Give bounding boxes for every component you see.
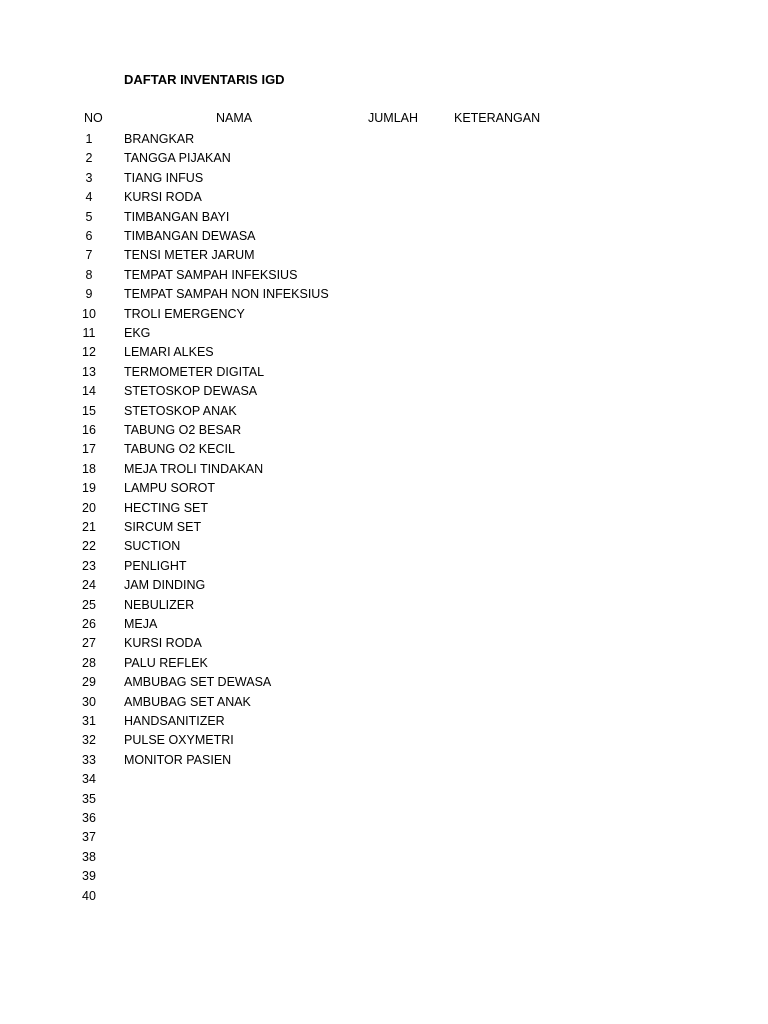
item-name: PALU REFLEK: [124, 655, 208, 670]
table-row: [0, 615, 768, 634]
item-name: LEMARI ALKES: [124, 345, 214, 360]
item-name: MEJA: [124, 617, 158, 631]
row-number: 21: [82, 520, 96, 534]
column-header-keterangan: KETERANGAN: [454, 111, 541, 125]
item-name: SIRCUM SET: [124, 520, 202, 534]
item-name: NEBULIZER: [124, 597, 195, 612]
column-header-no: NO: [84, 111, 103, 125]
table-row: [0, 266, 768, 285]
table-row: [0, 596, 768, 615]
item-name: MONITOR PASIEN: [124, 752, 232, 767]
item-name: TANGGA PIJAKAN: [124, 151, 231, 166]
table-row: [0, 285, 768, 304]
item-name: BRANGKAR: [124, 132, 195, 146]
row-number: 40: [82, 888, 96, 903]
row-number: 10: [82, 306, 96, 321]
row-number: 12: [82, 345, 96, 360]
row-number: 24: [82, 578, 96, 593]
row-number: 8: [85, 267, 93, 282]
table-row: [0, 479, 768, 498]
table-row: [0, 557, 768, 576]
row-number: 13: [82, 364, 96, 379]
row-number: 30: [82, 694, 96, 709]
item-name: PENLIGHT: [124, 558, 187, 573]
table-row: [0, 402, 768, 421]
table-row: [0, 499, 768, 518]
item-name: TIMBANGAN BAYI: [124, 209, 230, 224]
table-row: [0, 343, 768, 362]
row-number: 6: [85, 229, 93, 243]
row-number: 15: [82, 403, 96, 418]
table-row: [0, 693, 768, 712]
row-number: 36: [82, 811, 96, 825]
table-row: [0, 770, 768, 789]
item-name: KURSI RODA: [124, 636, 202, 651]
table-row: [0, 421, 768, 440]
row-number: 1: [85, 132, 93, 146]
row-number: 18: [82, 461, 96, 476]
table-row: [0, 227, 768, 246]
item-name: LAMPU SOROT: [124, 481, 215, 496]
row-number: 28: [82, 655, 96, 670]
table-row: [0, 382, 768, 401]
row-number: 16: [82, 423, 96, 437]
row-number: 27: [82, 636, 96, 651]
row-number: 14: [82, 384, 96, 399]
document-title: DAFTAR INVENTARIS IGD: [124, 72, 285, 87]
item-name: TEMPAT SAMPAH NON INFEKSIUS: [124, 287, 329, 302]
item-name: HANDSANITIZER: [124, 714, 225, 728]
row-number: 34: [82, 772, 96, 787]
table-row: [0, 867, 768, 886]
table-row: [0, 149, 768, 168]
table-row: [0, 537, 768, 556]
row-number: 2: [85, 151, 93, 166]
table-row: [0, 790, 768, 809]
item-name: TABUNG O2 KECIL: [124, 442, 235, 457]
row-number: 29: [82, 675, 96, 690]
item-name: TIANG INFUS: [124, 170, 204, 185]
row-number: 32: [82, 733, 96, 748]
row-number: 4: [85, 190, 93, 205]
item-name: JAM DINDING: [124, 578, 206, 593]
table-row: [0, 363, 768, 382]
table-row: [0, 518, 768, 537]
table-row: [0, 576, 768, 595]
table-row: [0, 440, 768, 459]
table-row: [0, 634, 768, 653]
table-row: [0, 130, 768, 149]
item-name: AMBUBAG SET ANAK: [124, 694, 251, 709]
item-name: STETOSKOP DEWASA: [124, 384, 258, 399]
item-name: KURSI RODA: [124, 190, 202, 205]
row-number: 7: [85, 248, 93, 263]
table-row: [0, 460, 768, 479]
table-row: [0, 751, 768, 770]
item-name: PULSE OXYMETRI: [124, 733, 234, 748]
row-number: 26: [82, 617, 96, 631]
row-number: 20: [82, 500, 96, 515]
row-number: 19: [82, 481, 96, 496]
table-row: [0, 848, 768, 867]
table-row: [0, 305, 768, 324]
table-row: [0, 654, 768, 673]
item-name: STETOSKOP ANAK: [124, 403, 237, 418]
row-number: 3: [85, 170, 93, 185]
table-row: [0, 712, 768, 731]
table-row: [0, 188, 768, 207]
item-name: TROLI EMERGENCY: [124, 306, 245, 321]
item-name: TERMOMETER DIGITAL: [124, 364, 265, 379]
item-name: TEMPAT SAMPAH INFEKSIUS: [124, 267, 298, 282]
item-name: AMBUBAG SET DEWASA: [124, 675, 272, 690]
row-number: 9: [85, 287, 93, 302]
table-row: [0, 673, 768, 692]
row-number: 22: [82, 539, 96, 554]
table-row: [0, 828, 768, 847]
item-name: MEJA TROLI TINDAKAN: [124, 461, 264, 476]
column-header-jumlah: JUMLAH: [368, 111, 419, 125]
row-number: 5: [85, 209, 93, 224]
item-name: TENSI METER JARUM: [124, 248, 255, 263]
table-row: [0, 887, 768, 906]
row-number: 38: [82, 849, 96, 864]
table-row: [0, 246, 768, 265]
row-number: 39: [82, 869, 96, 884]
table-row: [0, 169, 768, 188]
row-number: 33: [82, 752, 96, 767]
item-name: TIMBANGAN DEWASA: [124, 229, 256, 243]
row-number: 23: [82, 558, 96, 573]
table-row: [0, 731, 768, 750]
row-number: 11: [82, 326, 96, 340]
row-number: 35: [82, 791, 96, 806]
item-name: TABUNG O2 BESAR: [124, 423, 242, 437]
table-row: [0, 809, 768, 828]
row-number: 25: [82, 597, 96, 612]
row-number: 31: [82, 714, 96, 728]
table-row: [0, 324, 768, 343]
row-number: 17: [82, 442, 96, 457]
item-name: HECTING SET: [124, 500, 209, 515]
column-header-nama: NAMA: [216, 111, 253, 125]
row-number: 37: [82, 830, 96, 845]
item-name: SUCTION: [124, 539, 181, 554]
item-name: EKG: [124, 326, 151, 340]
table-row: [0, 208, 768, 227]
